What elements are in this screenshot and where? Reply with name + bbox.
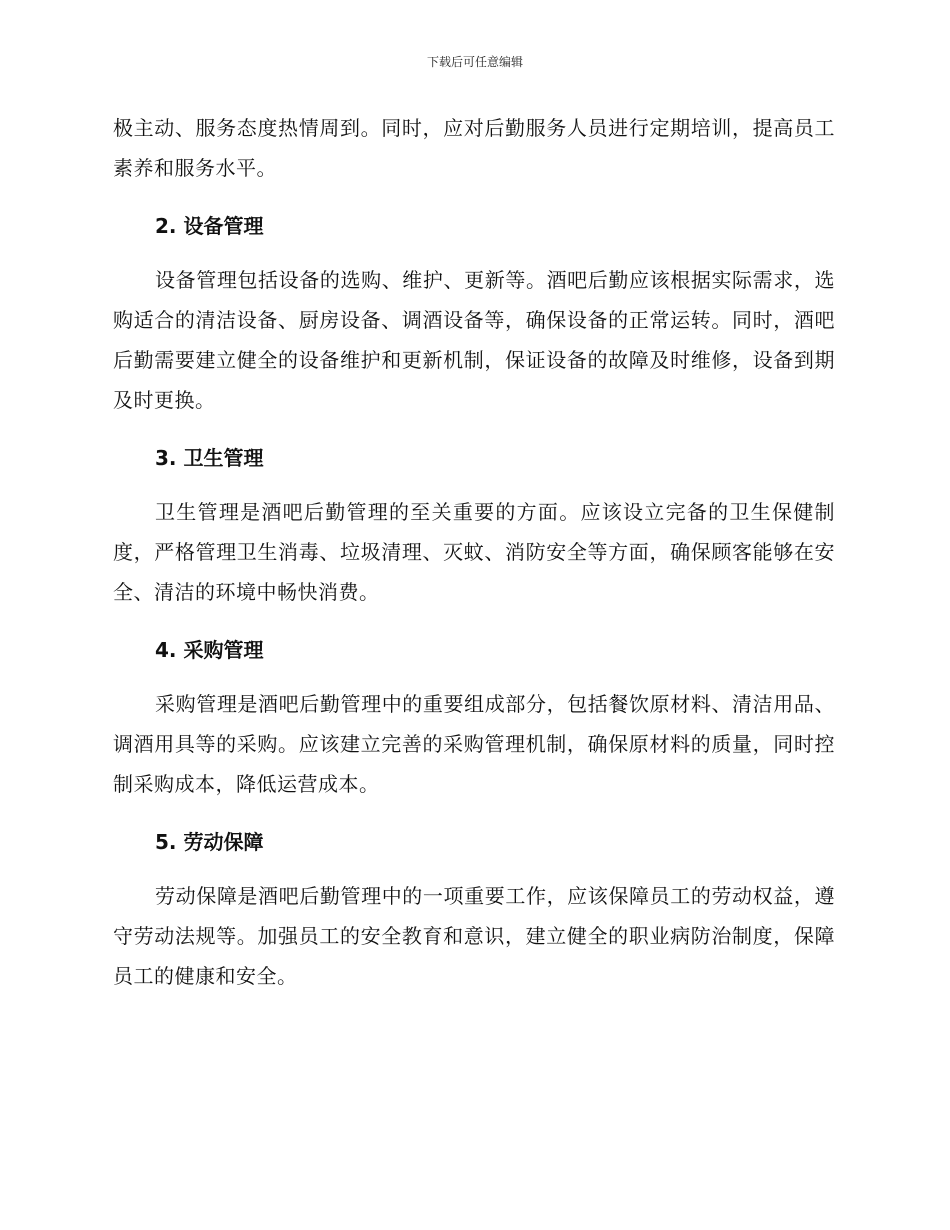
section-heading-labor: 5. 劳动保障	[155, 830, 264, 854]
intro-paragraph: 极主动、服务态度热情周到。同时，应对后勤服务人员进行定期培训，提高员工素养和服务水平。	[113, 116, 835, 180]
section-heading-procurement: 4. 采购管理	[155, 638, 264, 662]
document-body	[113, 108, 835, 996]
section-body-labor: 劳动保障是酒吧后勤管理中的一项重要工作，应该保障员工的劳动权益，遵守劳动法规等。加强员工的安全教育和意识，建立健全的职业病防治制度，保障员工的健康和安全。	[113, 884, 835, 988]
section-heading-hygiene: 3. 卫生管理	[155, 446, 264, 470]
section-body-equipment: 设备管理包括设备的选购、维护、更新等。酒吧后勤应该根据实际需求，选购适合的清洁设备、厨房设备、调酒设备等，确保设备的正常运转。同时，酒吧后勤需要建立健全的设备维护和更新机制，保证设备的故障及时维修，设备到期及时更换。	[113, 268, 835, 412]
section-body-procurement: 采购管理是酒吧后勤管理中的重要组成部分，包括餐饮原材料、清洁用品、调酒用具等的采购。应该建立完善的采购管理机制，确保原材料的质量，同时控制采购成本，降低运营成本。	[113, 692, 835, 796]
section-heading-equipment: 2. 设备管理	[155, 214, 264, 238]
page-header: 下载后可任意编辑	[426, 55, 523, 69]
section-body-hygiene: 卫生管理是酒吧后勤管理的至关重要的方面。应该设立完备的卫生保健制度，严格管理卫生消毒、垃圾清理、灭蚊、消防安全等方面，确保顾客能够在安全、清洁的环境中畅快消费。	[113, 500, 835, 604]
